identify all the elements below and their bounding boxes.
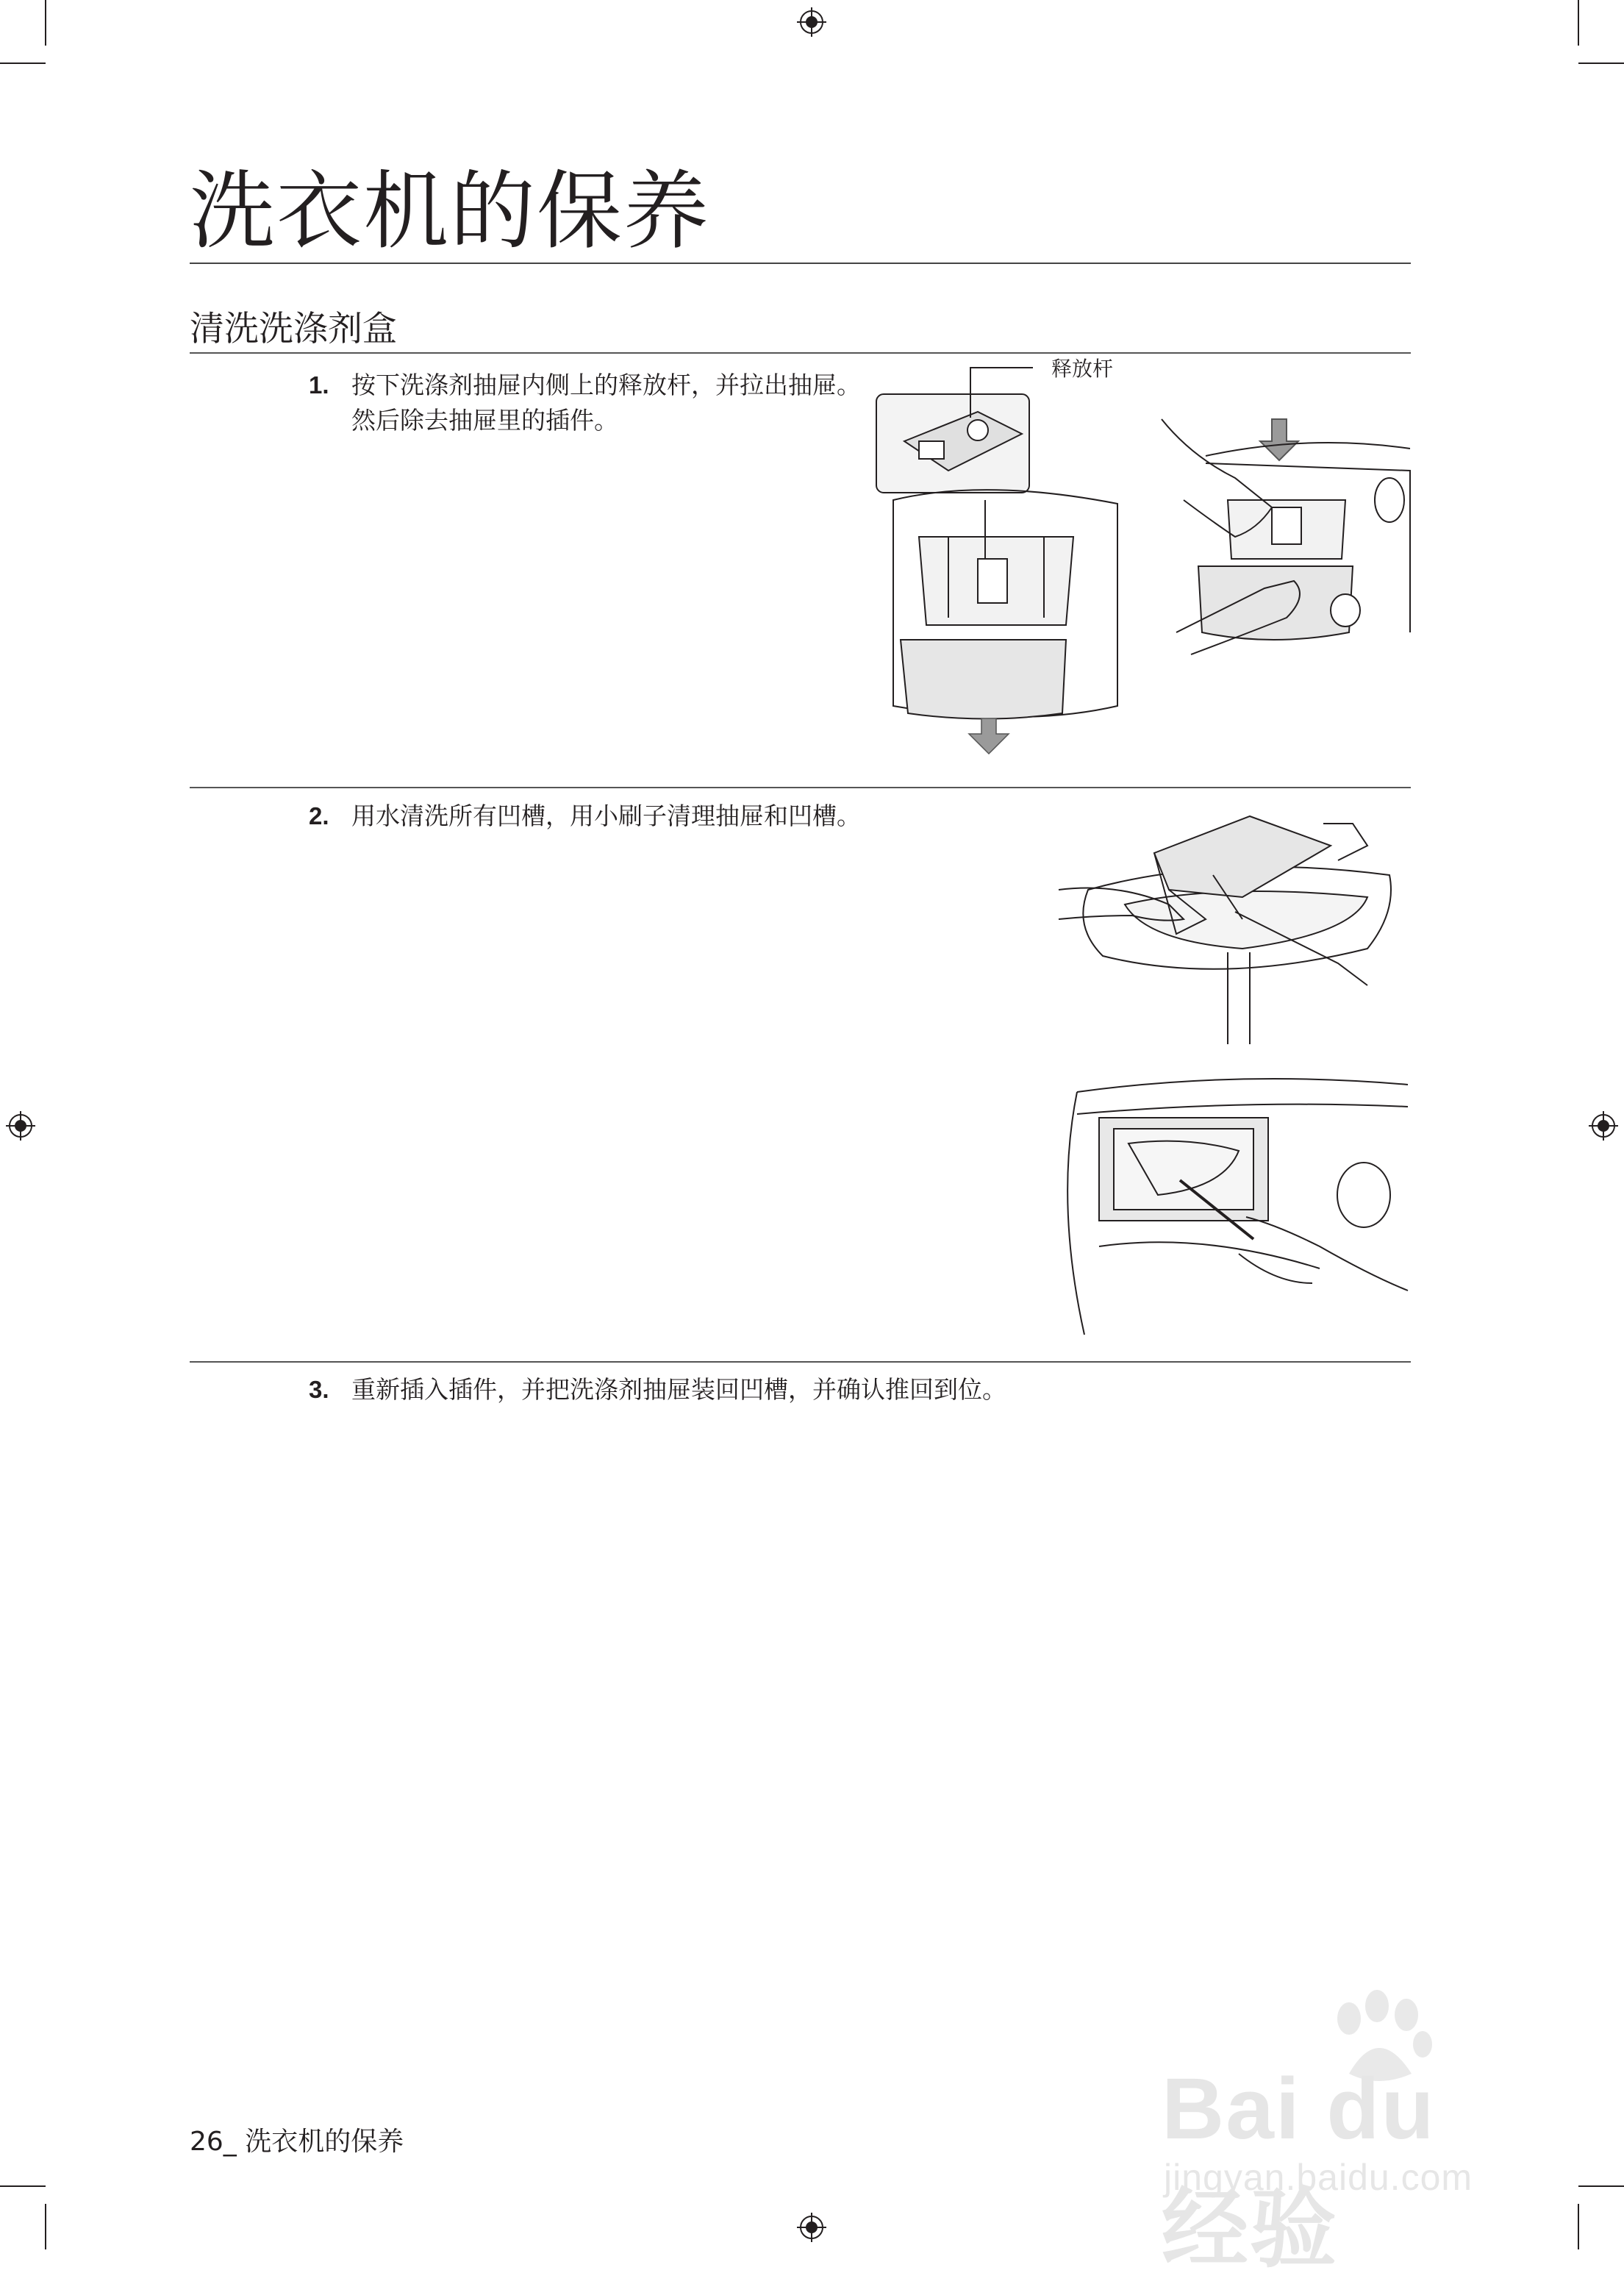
- step-2: [309, 799, 1044, 834]
- hands-press-lever-illustration: [1162, 412, 1419, 677]
- registration-mark-icon: [1589, 1111, 1618, 1141]
- step-3: [309, 1372, 1264, 1407]
- page-footer: 26_ 洗衣机的保养: [190, 2127, 404, 2157]
- step-number: 2.: [309, 802, 329, 829]
- registration-mark-icon: [797, 7, 826, 37]
- watermark-url: jingyan.baidu.com: [1164, 2157, 1473, 2198]
- recess-brushing-illustration: [1055, 1070, 1408, 1349]
- sink-brushing-illustration: [1059, 794, 1397, 1044]
- release-lever-label: 释放杆: [1051, 357, 1114, 381]
- step-text: 重新插入插件，并把洗涤剂抽屉装回凹槽，并确认推回到位。: [351, 1375, 1006, 1404]
- registration-mark-icon: [797, 2213, 826, 2242]
- title-divider: [190, 263, 1411, 264]
- registration-mark-icon: [6, 1111, 35, 1141]
- step-divider: [190, 1361, 1411, 1363]
- step-number: 3.: [309, 1376, 329, 1403]
- page-title: 洗衣机的保养: [190, 162, 710, 261]
- step-1: [309, 368, 868, 438]
- drawer-release-illustration: [875, 353, 1125, 765]
- step-number: 1.: [309, 371, 329, 399]
- arrow-down-icon: [1260, 419, 1298, 460]
- step-text: 用水清洗所有凹槽，用小刷子清理抽屉和凹槽。: [351, 802, 861, 830]
- section-title: 清洗洗涤剂盒: [190, 309, 397, 349]
- step-text: 按下洗涤剂抽屉内侧上的释放杆，并拉出抽屉。然后除去抽屉里的插件。: [351, 371, 861, 435]
- step-divider: [190, 787, 1411, 788]
- arrow-down-icon: [969, 718, 1009, 754]
- section-divider: [190, 352, 1411, 354]
- baidu-watermark: [1158, 1985, 1525, 2278]
- watermark-brand: Bai du 经验: [1162, 2060, 1436, 2278]
